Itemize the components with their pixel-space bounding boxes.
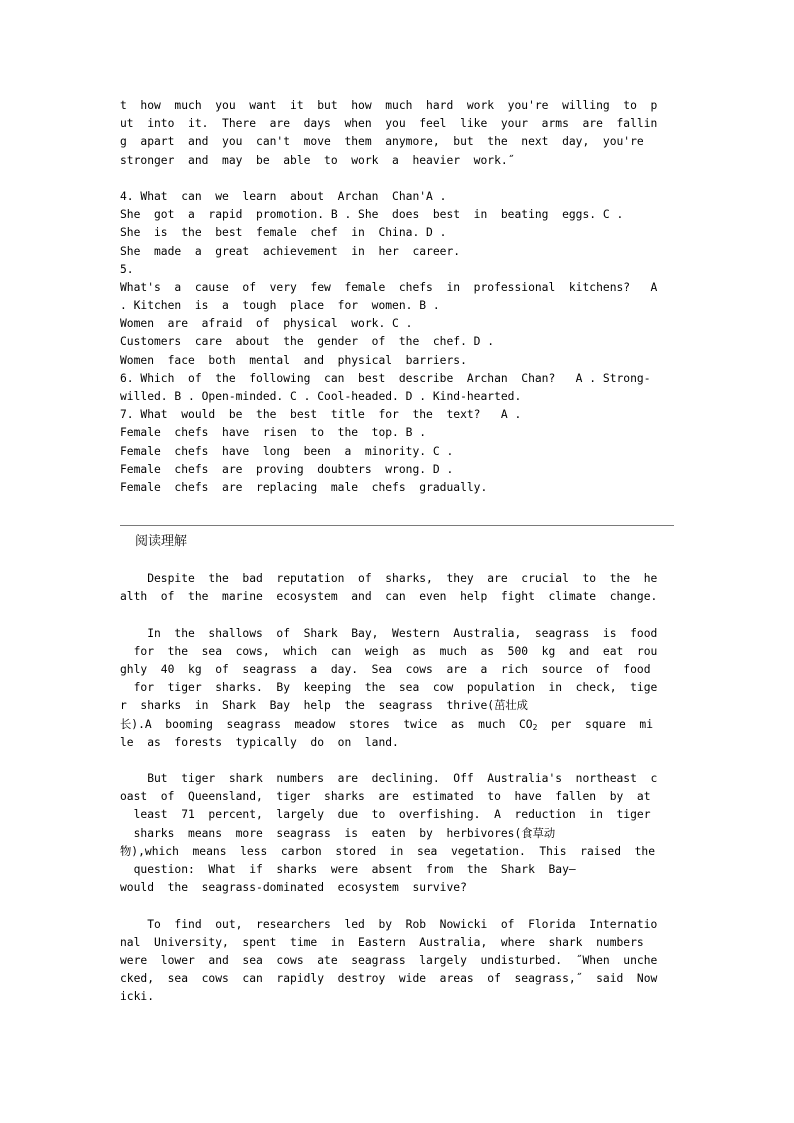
passage-line: le as forests typically do on land. — [120, 735, 399, 749]
section-divider — [120, 525, 674, 526]
passage-line: ghly 40 kg of seagrass a day. Sea cows are a rich source of food — [120, 662, 651, 676]
question-6-options: willed. B . Open-minded. C . Cool-headed. D . Kind-hearted. — [120, 390, 522, 403]
passage-line: were lower and sea cows ate seagrass largely undisturbed. ˝When unche — [120, 953, 658, 967]
passage-line: alth of the marine ecosystem and can even help fight climate change. — [120, 590, 658, 604]
blank-line — [120, 897, 676, 915]
blank-line — [120, 606, 676, 624]
question-5-number: 5. — [120, 262, 134, 276]
passage-line: In the shallows of Shark Bay, Western Australia, seagrass is food — [120, 626, 658, 640]
question-7: 7. What would be the best title for the text? A . — [120, 408, 522, 422]
passage-line: But tiger shark numbers are declining. Off Australia's northeast c — [120, 772, 658, 786]
text-line: g apart and you can't move them anymore, but the next day, you're — [120, 135, 644, 149]
co2-subscript: 2 — [532, 722, 538, 732]
passage-line: for the sea cows, which can weigh as much as 500 kg and eat rou — [120, 644, 658, 658]
blank-line — [120, 170, 676, 188]
text-line: t how much you want it but how much hard work you're willing to p — [120, 99, 658, 112]
question-4-options: She is the best female chef in China. D . — [120, 226, 447, 240]
passage-line: r sharks in Shark Bay help the seagrass thrive(茁壮成 — [120, 699, 528, 713]
question-6: 6. Which of the following can best describe Archan Chan? A . Strong- — [120, 371, 651, 385]
question-5-options: Customers care about the gender of the chef. D . — [120, 335, 495, 349]
section-title: 阅读理解 — [135, 534, 188, 549]
passage-line: nal University, spent time in Eastern Australia, where shark numbers — [120, 935, 644, 949]
passage-text: 长).A booming seagrass meadow stores twice as much CO — [120, 717, 533, 731]
text-line: ut into it. There are days when you feel like your arms are fallin — [120, 117, 658, 131]
reading-passage — [120, 570, 676, 1007]
question-7-options: Female chefs are replacing male chefs gradually. — [120, 480, 488, 494]
question-5-options: . Kitchen is a tough place for women. B . — [120, 299, 440, 313]
passage-line-co2 — [120, 716, 676, 734]
question-4: 4. What can we learn about Archan Chan'A . — [120, 189, 447, 203]
question-5-options: Women face both mental and physical barriers. — [120, 353, 467, 367]
question-4-options: She got a rapid promotion. B . She does best in beating eggs. C . — [120, 208, 624, 222]
blank-line — [120, 752, 676, 770]
question-7-options: Female chefs have long been a minority. C . — [120, 444, 454, 458]
passage-text: per square mi — [537, 717, 654, 731]
question-5-options: Women are afraid of physical work. C . — [120, 317, 413, 331]
question-5: What's a cause of very few female chefs in professional kitchens? A — [120, 280, 658, 294]
passage-line: sharks means more seagrass is eaten by herbivores(食草动 — [120, 826, 556, 840]
question-7-options: Female chefs are proving doubters wrong. D . — [120, 462, 454, 476]
passage-line: question: What if sharks were absent from the Shark Bay— — [120, 863, 576, 876]
passage-line: Despite the bad reputation of sharks, they are crucial to the he — [120, 572, 658, 585]
passage-line: least 71 percent, largely due to overfishing. A reduction in tiger — [120, 808, 651, 822]
questions-block — [120, 97, 676, 497]
question-4-options: She made a great achievement in her career. — [120, 244, 461, 258]
passage-line: 物),which means less carbon stored in sea vegetation. This raised the — [120, 844, 655, 858]
question-7-options: Female chefs have risen to the top. B . — [120, 426, 427, 440]
passage-line: would the seagrass-dominated ecosystem survive? — [120, 881, 467, 895]
passage-line: To find out, researchers led by Rob Nowicki of Florida Internatio — [120, 917, 658, 931]
text-line: stronger and may be able to work a heavier work.˝ — [120, 153, 515, 167]
passage-line: for tiger sharks. By keeping the sea cow population in check, tige — [120, 681, 658, 695]
passage-line: oast of Queensland, tiger sharks are estimated to have fallen by at — [120, 790, 651, 804]
passage-line: cked, sea cows can rapidly destroy wide areas of seagrass,˝ said Now — [120, 972, 658, 986]
passage-line: icki. — [120, 990, 155, 1004]
